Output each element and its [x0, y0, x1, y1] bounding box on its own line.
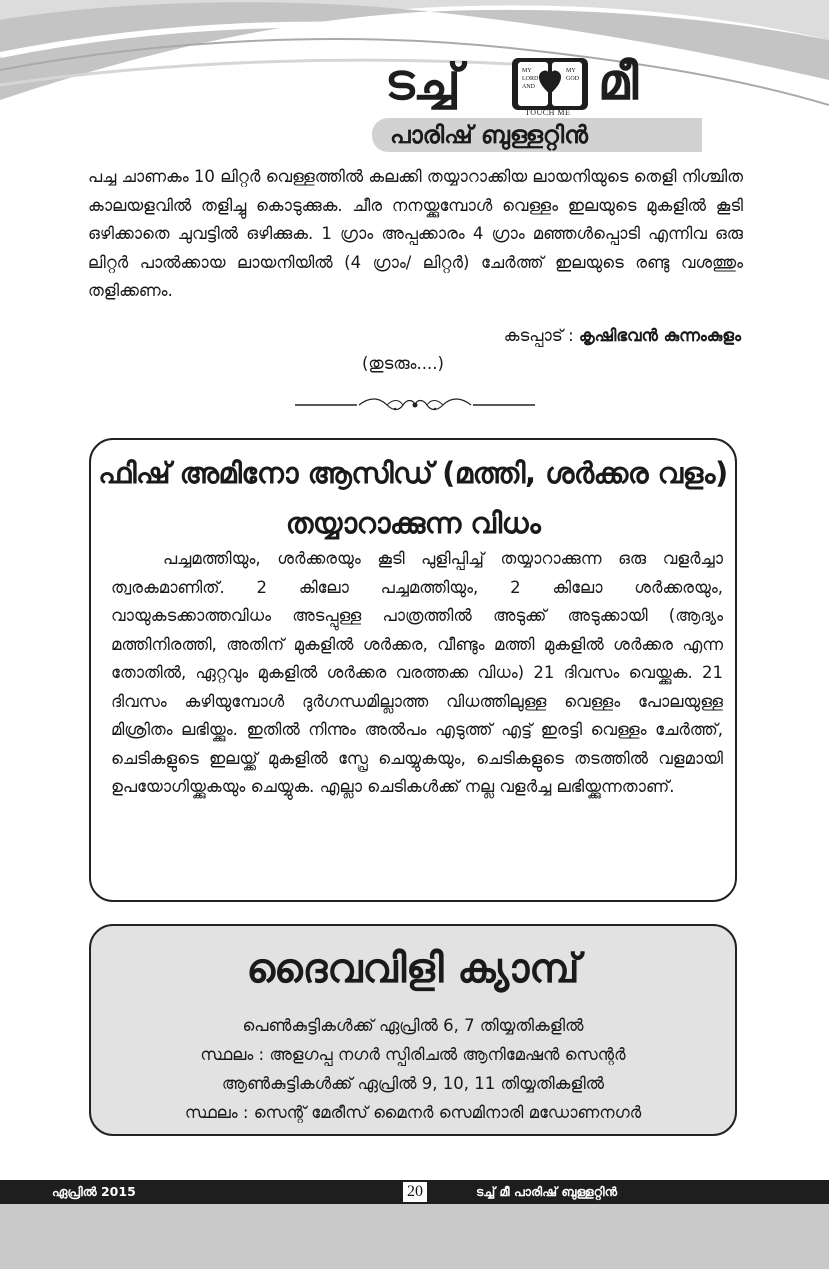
logo-tagline: TOUCH ME	[525, 108, 571, 117]
camp-line-girls-dates: പെൺകുട്ടികൾക്ക് ഏപ്രിൽ 6, 7 തിയ്യതികളിൽ	[242, 1016, 584, 1035]
bottom-band	[0, 1204, 829, 1269]
fish-amino-acid-article	[89, 438, 737, 902]
page-footer	[0, 1180, 829, 1204]
camp-line-girls-venue: സ്ഥലം : അളഗപ്പ നഗർ സ്പിരിചൽ ആനിമേഷൻ സെന്റർ	[200, 1045, 626, 1064]
logo-word-touch: ടച്ച്	[385, 53, 460, 111]
book-word-and: AND	[522, 84, 535, 90]
intro-paragraph: പച്ച ചാണകം 10 ലിറ്റർ വെള്ളത്തിൽ കലക്കി തയ്യാറാക്കിയ ലായനിയുടെ തെളി നിശ്ചിത കാലയളവിൽ തളിച്ചു കൊടുക്കുക. ചീര നനയ്ക്കുമ്പോൾ വെള്ളം ഇലയുടെ മുകളിൽ കൂടി ഒഴിക്കാതെ ചുവട്ടിൽ ഒഴിക്കുക. 1 ഗ്രാം അപ്പക്കാരം 4 ഗ്രാം മഞ്ഞൾപ്പൊടി എന്നിവ ഒരു ലിറ്റർ പാൽക്കായ ലായനിയിൽ (4 ഗ്രാം/ ലിറ്റർ) ചേർത്ത് ഇലയുടെ രണ്ടു വശത്തും തളിക്കണം.	[88, 167, 743, 300]
footer-date: ഏപ്രിൽ 2015	[52, 1184, 136, 1199]
credit-line	[504, 322, 741, 350]
bulletin-subtitle: പാരിഷ് ബുള്ളറ്റിൻ	[390, 121, 588, 149]
continued-note: (തുടരും....)	[362, 354, 444, 373]
article-title	[91, 448, 735, 548]
page-number: 20	[403, 1182, 427, 1202]
ornamental-divider	[295, 392, 535, 418]
article-title-line-2: തയ്യാറാക്കുന്ന വിധം	[285, 506, 541, 540]
book-word-lord: LORD	[522, 76, 539, 82]
camp-details	[91, 1011, 735, 1127]
vocation-camp-box	[89, 924, 737, 1136]
book-word-my-right: MY	[566, 68, 576, 74]
credit-name: കൃഷിഭവൻ കുന്നംകുളം	[578, 326, 741, 345]
open-bible-heart-icon	[510, 54, 590, 114]
camp-line-boys-venue: സ്ഥലം : സെന്റ് മേരീസ് മൈനർ സെമിനാരി മഡോണനഗർ	[184, 1103, 642, 1122]
camp-line-boys-dates: ആൺകുട്ടികൾക്ക് ഏപ്രിൽ 9, 10, 11 തിയ്യതികളിൽ	[221, 1074, 605, 1093]
footer-title: ടച്ച് മീ പാരിഷ് ബുള്ളറ്റിൻ	[476, 1184, 618, 1199]
camp-title: ദൈവവിളി ക്യാമ്പ്	[246, 946, 580, 992]
book-word-my-left: MY	[522, 68, 532, 74]
article-body: പച്ചമത്തിയും, ശർക്കരയും കൂടി പുളിപ്പിച്ച് തയ്യാറാക്കുന്ന ഒരു വളർച്ചാ ത്വരകമാണിത്. 2 കിലോ പച്ചമത്തിയും, 2 കിലോ ശർക്കരയും, വായുകടക്കാത്തവിധം അടപ്പുള്ള പാത്രത്തിൽ അടുക്ക് അടുക്കായി (ആദ്യം മത്തിനിരത്തി, അതിന് മുകളിൽ ശർക്കര, വീണ്ടും മത്തി മുകളിൽ ശർക്കര എന്ന തോതിൽ, ഏറ്റവും മുകളിൽ ശർക്കര വരത്തക്ക വിധം) 21 ദിവസം വെയ്ക്കുക. 21 ദിവസം കഴിയുമ്പോൾ ദുർഗന്ധമില്ലാത്ത വിധത്തിലുള്ള വെള്ളം പോലയുള്ള മിശ്രിതം ലഭിയ്ക്കും. ഇതിൽ നിന്നും അൽപം എടുത്ത് എട്ട് ഇരട്ടി വെള്ളം ചേർത്ത്, ചെടികളുടെ ഇലയ്ക്ക് മുകളിൽ സ്പ്രേ ചെയ്യുകയും, ചെടികളുടെ തടത്തിൽ വളമായി ഉപയോഗിയ്ക്കുകയും ചെയ്യുക. എല്ലാ ചെടികൾക്ക് നല്ല വളർച്ച ലഭിയ്ക്കുന്നതാണ്.	[111, 549, 723, 796]
touch-me-logo	[385, 52, 695, 122]
article-title-line-1: ഫിഷ് അമിനോ ആസിഡ് (മത്തി, ശർക്കര വളം)	[98, 456, 728, 490]
credit-label: കടപ്പാട് :	[503, 326, 574, 345]
logo-word-me: മീ	[598, 53, 638, 111]
book-word-god: GOD	[566, 76, 579, 82]
